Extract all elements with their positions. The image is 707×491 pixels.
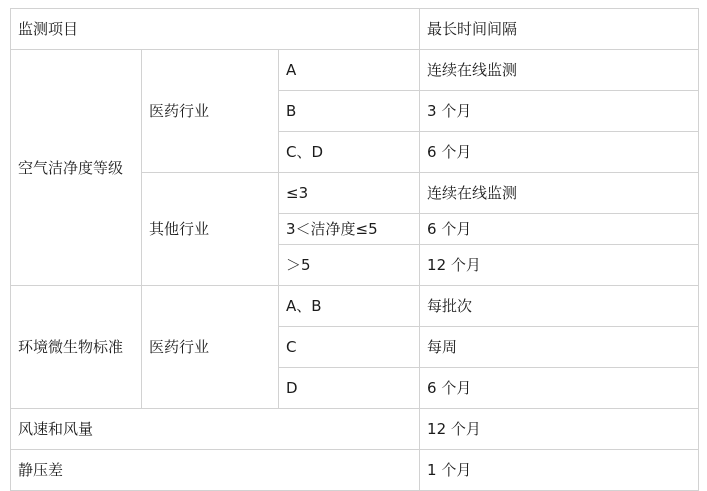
table-row: [11, 450, 699, 491]
grade-cell: ≤3: [279, 173, 420, 214]
monitoring-interval-table: [10, 8, 699, 491]
grade-cell: 3＜洁净度≤5: [279, 214, 420, 245]
interval-cell: 3 个月: [420, 91, 699, 132]
interval-cell: 连续在线监测: [420, 50, 699, 91]
header-max-interval: 最长时间间隔: [420, 9, 699, 50]
table-row: [11, 409, 699, 450]
interval-cell: 1 个月: [420, 450, 699, 491]
grade-cell: D: [279, 368, 420, 409]
interval-cell: 每周: [420, 327, 699, 368]
interval-cell: 6 个月: [420, 368, 699, 409]
interval-cell: 6 个月: [420, 132, 699, 173]
interval-cell: 12 个月: [420, 409, 699, 450]
group-item-microbial: 环境微生物标准: [11, 286, 142, 409]
item-air-velocity-volume: 风速和风量: [11, 409, 420, 450]
item-static-pressure-diff: 静压差: [11, 450, 420, 491]
table-row: [11, 50, 699, 91]
interval-cell: 每批次: [420, 286, 699, 327]
grade-cell: B: [279, 91, 420, 132]
grade-cell: C、D: [279, 132, 420, 173]
interval-cell: 12 个月: [420, 245, 699, 286]
grade-cell: ＞5: [279, 245, 420, 286]
grade-cell: C: [279, 327, 420, 368]
group-item-air-cleanliness: 空气洁净度等级: [11, 50, 142, 286]
interval-cell: 连续在线监测: [420, 173, 699, 214]
industry-other-air: 其他行业: [142, 173, 279, 286]
grade-cell: A、B: [279, 286, 420, 327]
table-header-row: [11, 9, 699, 50]
grade-cell: A: [279, 50, 420, 91]
table-row: [11, 286, 699, 327]
interval-cell: 6 个月: [420, 214, 699, 245]
header-monitor-item: 监测项目: [11, 9, 420, 50]
industry-pharma-air: 医药行业: [142, 50, 279, 173]
industry-pharma-microbial: 医药行业: [142, 286, 279, 409]
